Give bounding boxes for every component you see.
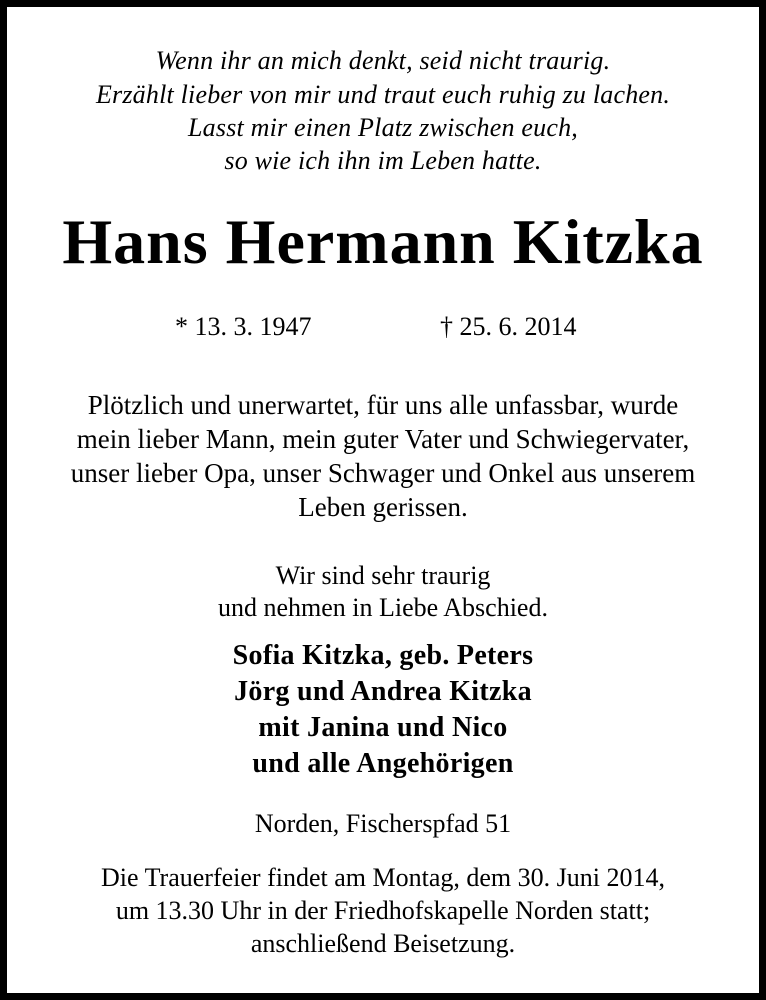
mourning-line-2: und nehmen in Liebe Abschied. — [218, 593, 548, 622]
poem-line-2: Erzählt lieber von mir und traut euch ruhig zu lachen. — [95, 80, 671, 109]
death-date: † 25. 6. 2014 — [440, 312, 577, 341]
family-line-4: und alle Angehörigen — [252, 748, 514, 779]
announcement-line-2: mein lieber Mann, mein guter Vater und Schwiegervater, — [76, 424, 690, 454]
service-line-3: anschließend Beisetzung. — [250, 929, 516, 958]
poem-line-1: Wenn ihr an mich denkt, seid nicht traurig. — [155, 46, 611, 75]
birth-date: * 13. 3. 1947 — [175, 312, 312, 341]
announcement-line-1: Plötzlich und unerwartet, für uns alle unfassbar, wurde — [87, 390, 679, 420]
service-line-2: um 13.30 Uhr in der Friedhofskapelle Norden statt; — [115, 896, 651, 925]
announcement-line-4: Leben gerissen. — [298, 492, 468, 522]
family-line-3: mit Janina und Nico — [258, 712, 508, 743]
family-line-1: Sofia Kitzka, geb. Peters — [232, 640, 534, 671]
poem-line-3: Lasst mir einen Platz zwischen euch, — [188, 113, 578, 142]
announcement-line-3: unser lieber Opa, unser Schwager und Onkel aus unserem — [70, 458, 696, 488]
service-line-1: Die Trauerfeier findet am Montag, dem 30. Juni 2014, — [101, 863, 665, 892]
mourner-address: Norden, Fischerspfad 51 — [254, 809, 512, 838]
deceased-name: Hans Hermann Kitzka — [62, 206, 704, 277]
mourning-line-1: Wir sind sehr traurig — [275, 561, 491, 590]
poem-line-4: so wie ich ihn im Leben hatte. — [224, 146, 542, 175]
family-line-2: Jörg und Andrea Kitzka — [234, 676, 532, 707]
